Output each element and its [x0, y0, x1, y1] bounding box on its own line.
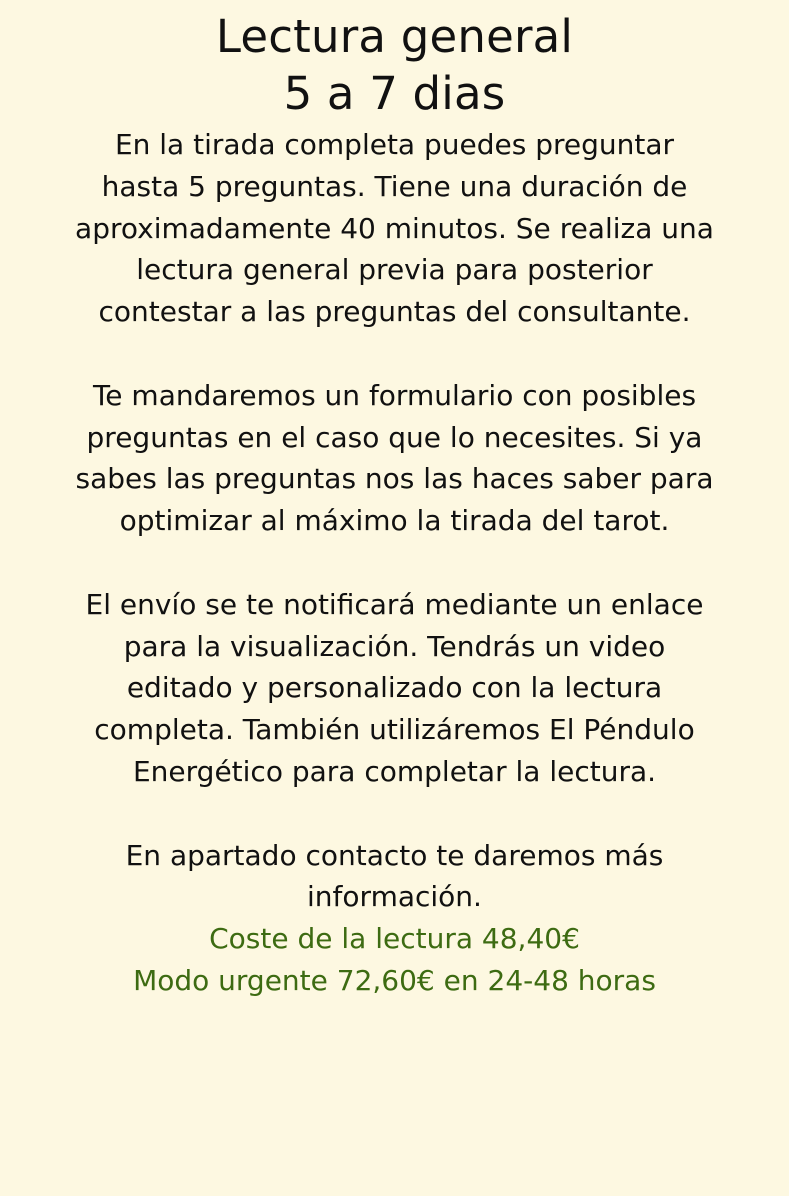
service-description	[75, 124, 715, 918]
description-paragraph-4: En apartado contacto te daremos más información.	[125, 838, 664, 914]
description-paragraph-1: En la tirada completa puedes preguntar hasta 5 preguntas. Tiene una duración de aproximadamente 40 minutos. Se realiza una lectura general previa para posterior contestar a las preguntas del consultante.	[75, 128, 714, 329]
description-paragraph-3: El envío se te notificará mediante un enlace para la visualización. Tendrás un video editado y personalizado con la lectura completa. También utilizáremos El Péndulo Energético para completar la lectura.	[85, 587, 704, 788]
service-title-line-1: Lectura general	[215, 10, 574, 63]
service-title	[0, 8, 789, 122]
urgent-price-text: Modo urgente 72,60€ en 24-48 horas	[133, 964, 656, 998]
pricing-block	[0, 918, 789, 1002]
description-paragraph-2: Te mandaremos un formulario con posibles preguntas en el caso que lo necesites. Si ya sabes las preguntas nos las haces saber para optimizar al máximo la tirada del tarot.	[75, 378, 714, 538]
price-text: Coste de la lectura 48,40€	[209, 922, 580, 956]
service-title-line-2: 5 a 7 dias	[283, 67, 506, 120]
